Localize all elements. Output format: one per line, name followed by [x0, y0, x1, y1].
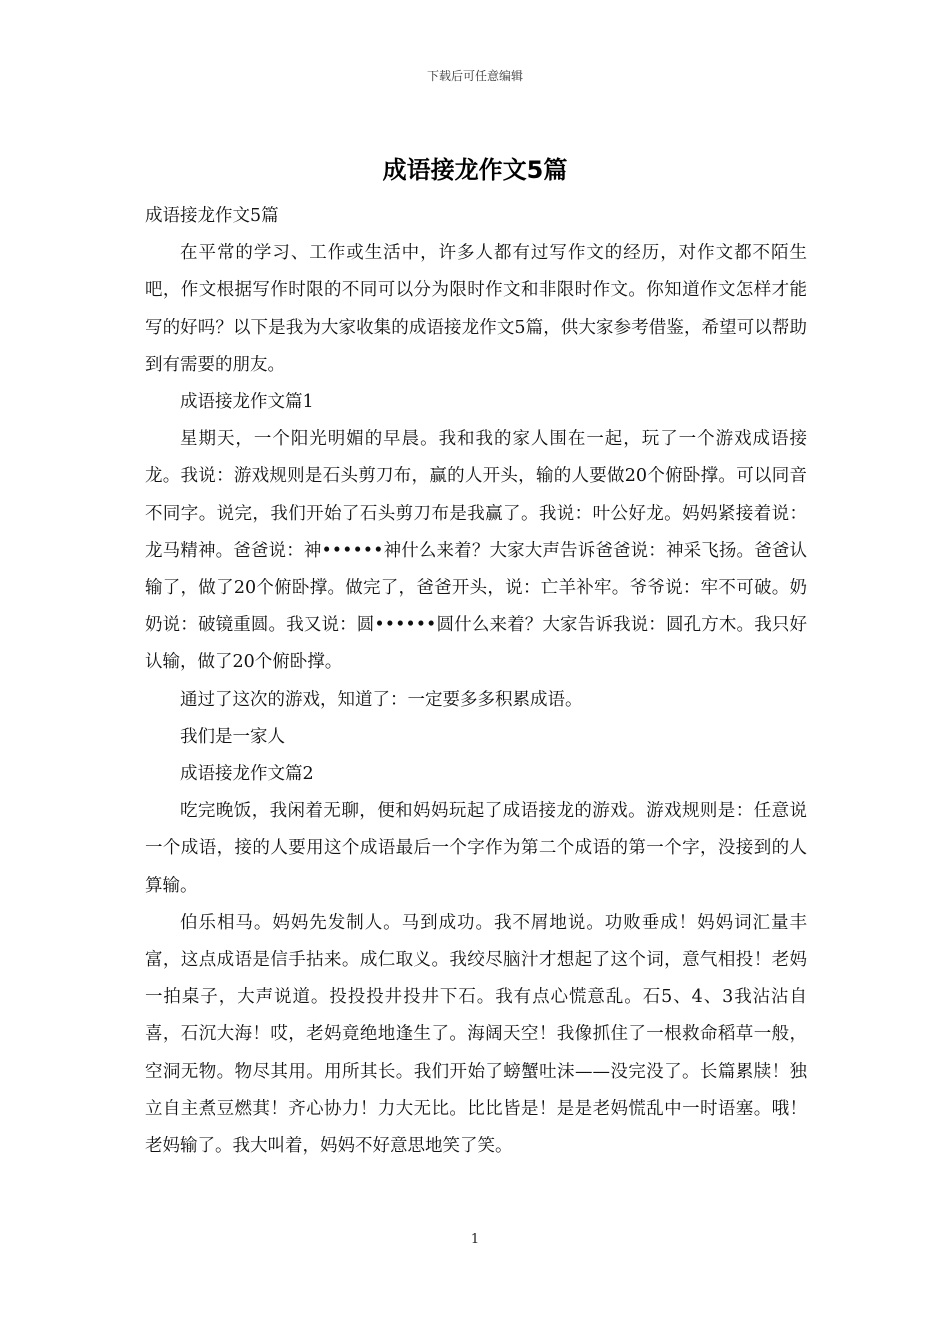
intro-paragraph: 在平常的学习、工作或生活中，许多人都有过写作文的经历，对作文都不陌生吧，作文根据写作时限的不同可以分为限时作文和非限时作文。你知道作文怎样才能写的好吗？以下是我为大家收集的成语接龙作文5篇，供大家参考借鉴，希望可以帮助到有需要的朋友。 — [145, 243, 807, 375]
essay-2-paragraph-2: 伯乐相马。妈妈先发制人。马到成功。我不屑地说。功败垂成！妈妈词汇量丰富，这点成语是信手拈来。成仁取义。我绞尽脑汁才想起了这个词，意气相投！老妈一拍桌子，大声说道。投投投井投井下石。我有点心慌意乱。石5、4、3我沾沾自喜，石沉大海！哎，老妈竟绝地逢生了。海阔天空！我像抓住了一根救命稻草一般，空洞无物。物尽其用。用所其长。我们开始了螃蟹吐沫——没完没了。长篇累牍！独立自主煮豆燃萁！齐心协力！力大无比。比比皆是！是是老妈慌乱中一时语塞。哦！老妈输了。我大叫着，妈妈不好意思地笑了笑。 — [145, 912, 807, 1157]
document-body — [145, 198, 807, 1165]
essay-1-paragraph-2: 通过了这次的游戏，知道了：一定要多多积累成语。 — [180, 689, 583, 710]
page-header-note: 下载后可任意编辑 — [426, 69, 523, 83]
page-number: 1 — [470, 1232, 480, 1247]
subtitle-line: 成语接龙作文5篇 — [145, 206, 279, 226]
essay-2-paragraph-1: 吃完晚饭，我闲着无聊，便和妈妈玩起了成语接龙的游戏。游戏规则是：任意说一个成语，接的人要用这个成语最后一个字作为第二个成语的第一个字，没接到的人算输。 — [145, 801, 807, 896]
essay-1-paragraph-1: 星期天，一个阳光明媚的早晨。我和我的家人围在一起，玩了一个游戏成语接龙。我说：游戏规则是石头剪刀布，赢的人开头，输的人要做20个俯卧撑。可以同音不同字。说完，我们开始了石头剪刀布是我赢了。我说：叶公好龙。妈妈紧接着说：龙马精神。爸爸说：神••••••神什么来着？大家大声告诉爸爸说：神采飞扬。爸爸认输了，做了20个俯卧撑。做完了，爸爸开头，说：亡羊补牢。爷爷说：牢不可破。奶奶说：破镜重圆。我又说：圆••••••圆什么来着？大家告诉我说：圆孔方木。我只好认输，做了20个俯卧撑。 — [145, 429, 807, 673]
section-heading-2: 成语接龙作文篇2 — [180, 764, 314, 785]
document-title: 成语接龙作文5篇 — [382, 156, 568, 184]
essay-1-paragraph-3: 我们是一家人 — [180, 726, 285, 747]
section-heading-1: 成语接龙作文篇1 — [180, 392, 314, 413]
